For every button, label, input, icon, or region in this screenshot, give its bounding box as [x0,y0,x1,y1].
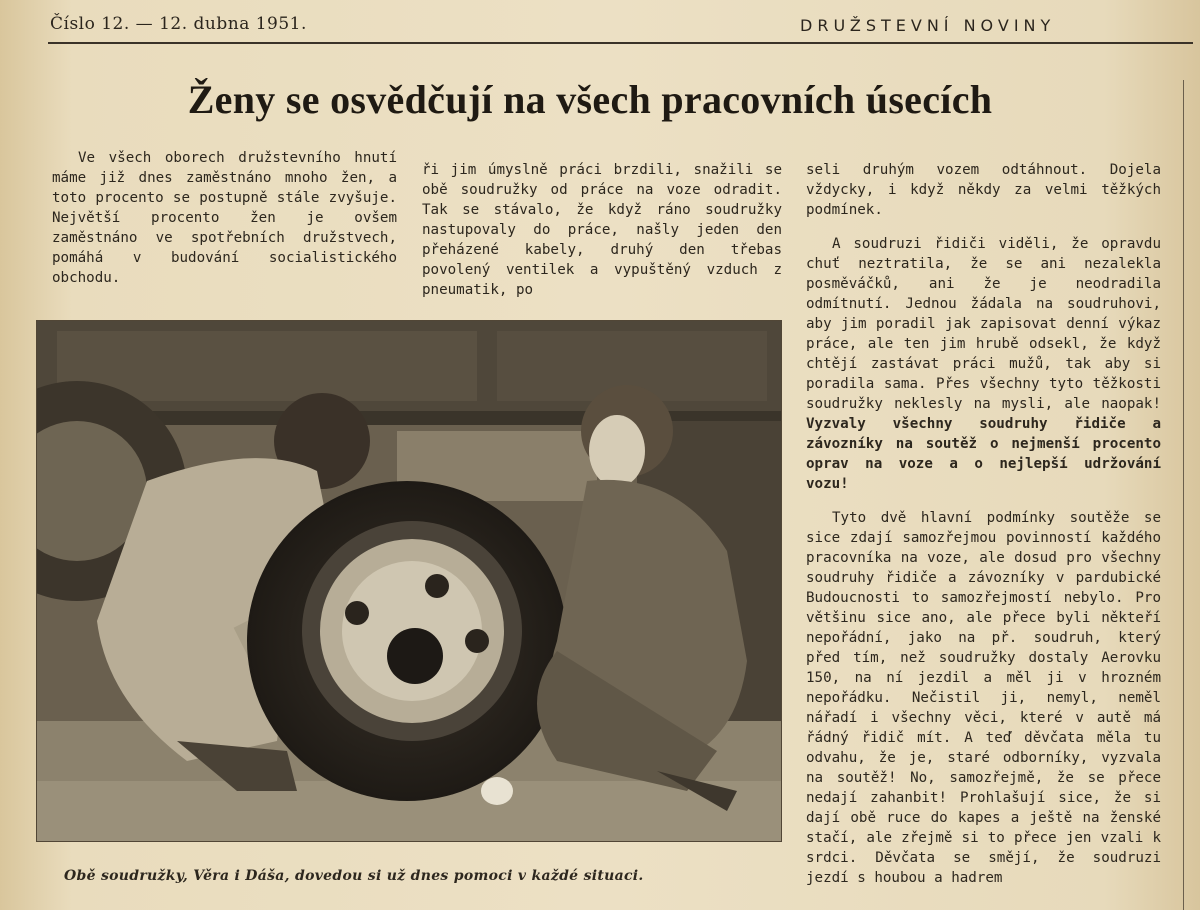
header-rule [48,42,1193,44]
article-photo [36,320,782,842]
newspaper-name: DRUŽSTEVNÍ NOVINY [800,16,1056,35]
article-column-3 [806,160,1161,888]
paragraph: Ve všech oborech družstevního hnutí máme již dnes zaměstnáno mnoho žen, a toto procento se postupně stále zvyšuje. Největší procento žen je ovšem zaměstnáno ve spotřebních družstvech, pomáhá v budování socialistického obchodu. [52,150,397,286]
paragraph-text: A soudruzi řidiči viděli, že opravdu chuť neztratila, že se ani nezalekla posměváčků, ani že je neodradila odmítnutí. Jednou žádala na soudruhovi, aby jim poradil jak zapisovat denní výkaz práce, ale ten jim hrubě odsekl, že když chtějí zastávat práci mužů, tak aby si poradila sama. Přes všechny tyto těžkosti soudružky neklesly na mysli, ale naopak! [806,236,1161,412]
paragraph: Tyto dvě hlavní podmínky soutěže se sice zdají samozřejmou povinností každého pracovníka na voze, ale dosud pro všechny soudruhy řidiče a závozníky v pardubické Budoucnosti to samozřejmostí nebylo. Pro většinu sice ano, ale přece byli někteří nepořádní, jako na př. soudruh, který před tím, než soudružky dostaly Aerovku 150, na ní jezdil a měl ji v hrozném nepořádku. Nečistil ji, nemyl, neměl nářadí i všechny věci, které v autě má řádný řidič mít. A teď děvčata měla tu odvahu, že je, staré odborníky, vyzvala na soutěž! No, samozřejmě, že se přece nedají zahanbit! Prohlašují sice, že si dají obě ruce do kapes a ještě na ženské stačí, ale zřejmě si to přece jen vzali k srdci. Děvčata se smějí, že soudruzi jezdí s houbou a hadrem [806,510,1161,886]
paragraph: ři jim úmyslně práci brzdili, snažili se obě soudružky od práce na voze odradit. Tak se stávalo, že když ráno soudružky nastupovaly do práce, našly jeden den přeházené kabely, druhý den třebas povolený ventilek a vypuštěný vzduch z pneumatik, po [422,162,782,298]
photo-illustration [37,321,781,841]
paragraph [806,234,1161,494]
photo-caption: Obě soudružky, Věra i Dáša, dovedou si už dnes pomoci v každé situaci. [64,868,644,884]
paragraph-emphasis: Vyzvaly všechny soudruhy řidiče a závozníky na soutěž o nejmenší procento oprav na voze a o nejlepší udržování vozu! [806,416,1161,492]
column-rule [1183,80,1184,910]
article-column-1 [52,148,397,288]
article-column-2 [422,160,782,300]
issue-date: Číslo 12. — 12. dubna 1951. [50,14,307,34]
article-headline: Ženy se osvědčují na všech pracovních úsecích [187,77,993,122]
paragraph: seli druhým vozem odtáhnout. Dojela vždycky, i když někdy za velmi těžkých podmínek. [806,162,1161,218]
